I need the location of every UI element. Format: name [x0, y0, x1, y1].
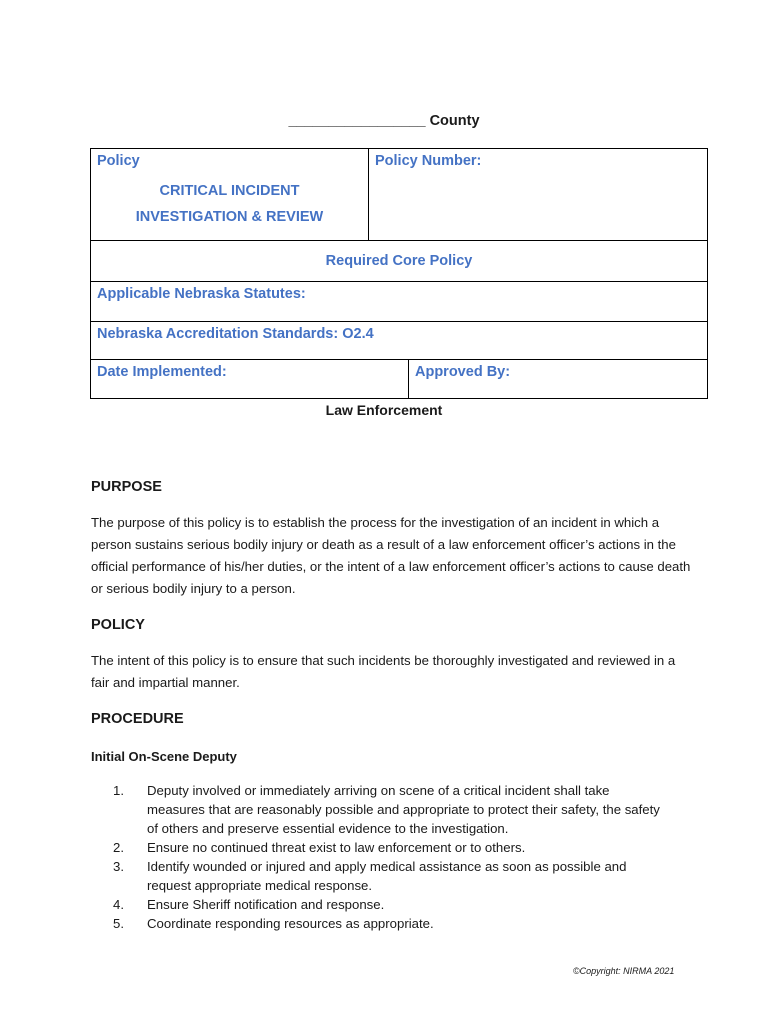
- copyright-footer: ©Copyright: NIRMA 2021: [573, 966, 675, 976]
- list-item: [91, 895, 671, 914]
- step-text: Deputy involved or immediately arriving on scene of a critical incident shall take measures that are reasonably possible and appropriate to protect their safety, the safety of others and preserve essential evidence to the investigation.: [147, 783, 660, 836]
- step-number: 1.: [113, 783, 124, 798]
- list-item: [91, 781, 671, 838]
- policy-heading: POLICY: [91, 617, 145, 633]
- policy-paragraph: The intent of this policy is to ensure that such incidents be thoroughly investigated and reviewed in a fair and impartial manner.: [91, 653, 676, 690]
- statutes-label: Applicable Nebraska Statutes:: [97, 286, 306, 302]
- purpose-paragraph: The purpose of this policy is to establish the process for the investigation of an incident in which a person sustains serious bodily injury or death as a result of a law enforcement officer’s actions in the official performance of his/her duties, or the intent of a law enforcement officer’s actions to cause death or serious bodily injury to a person.: [91, 515, 691, 596]
- accreditation-label: Nebraska Accreditation Standards: O2.4: [97, 326, 374, 342]
- initial-on-scene-subheading: Initial On-Scene Deputy: [91, 749, 237, 764]
- procedure-steps-list: [91, 781, 671, 933]
- policy-header-table: [90, 148, 708, 399]
- list-item: [91, 914, 671, 933]
- step-text: Coordinate responding resources as appropriate.: [147, 916, 434, 931]
- step-number: 2.: [113, 840, 124, 855]
- required-core-cell: [91, 241, 708, 282]
- statutes-cell: [91, 282, 708, 322]
- policy-title-line1: CRITICAL INCIDENT: [159, 183, 300, 199]
- approved-by-cell: [409, 360, 708, 399]
- required-core-label: Required Core Policy: [325, 253, 473, 269]
- list-item: [91, 857, 671, 895]
- date-implemented-label: Date Implemented:: [97, 364, 227, 380]
- step-number: 4.: [113, 897, 124, 912]
- county-line: _________________ County: [288, 113, 480, 129]
- policy-title-line2: INVESTIGATION & REVIEW: [135, 209, 324, 225]
- policy-number-label: Policy Number:: [375, 153, 482, 169]
- list-item: [91, 838, 671, 857]
- procedure-heading: PROCEDURE: [91, 711, 184, 727]
- law-enforcement-label: Law Enforcement: [325, 402, 443, 418]
- step-number: 5.: [113, 916, 124, 931]
- step-number: 3.: [113, 859, 124, 874]
- policy-label: Policy: [97, 153, 140, 169]
- step-text: Identify wounded or injured and apply medical assistance as soon as possible and request appropriate medical response.: [147, 859, 627, 893]
- accreditation-cell: [91, 322, 708, 360]
- policy-number-cell: [369, 149, 708, 241]
- approved-by-label: Approved By:: [415, 364, 511, 380]
- date-implemented-cell: [91, 360, 409, 399]
- step-text: Ensure no continued threat exist to law enforcement or to others.: [147, 840, 526, 855]
- step-text: Ensure Sheriff notification and response.: [147, 897, 385, 912]
- purpose-heading: PURPOSE: [91, 479, 162, 495]
- policy-cell: [91, 149, 369, 241]
